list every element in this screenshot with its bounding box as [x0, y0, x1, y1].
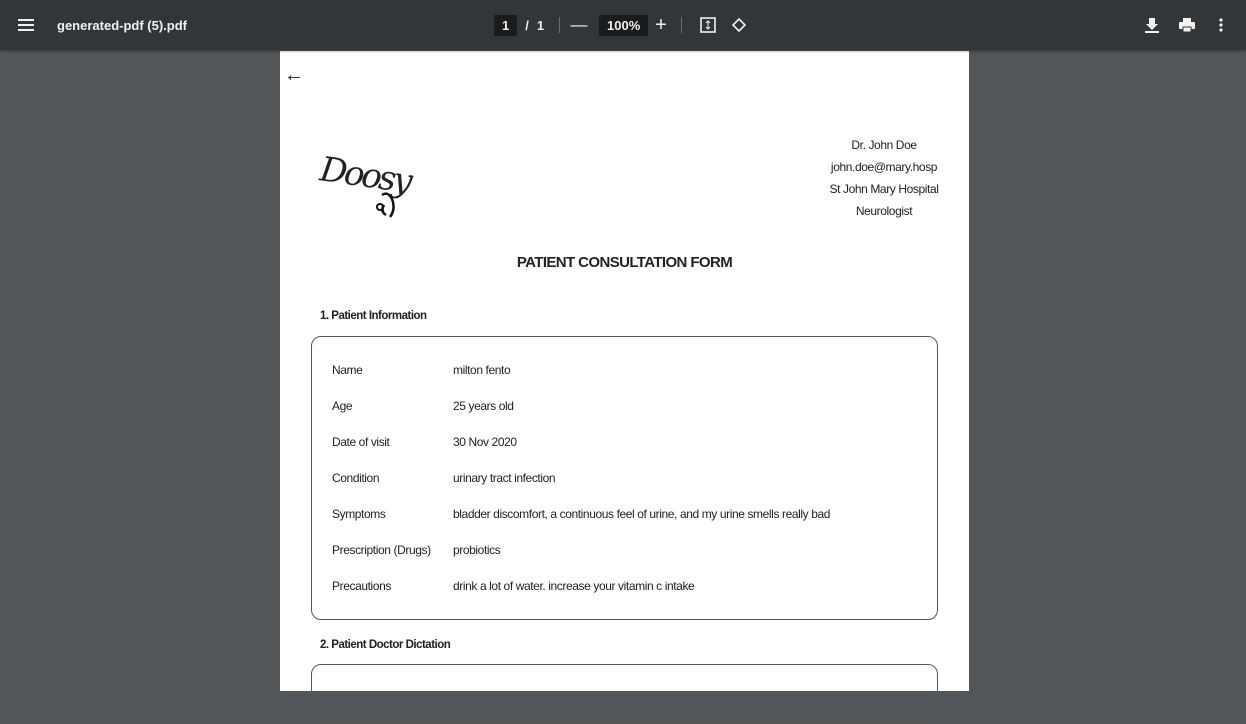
page-separator: / [525, 17, 529, 33]
divider [681, 17, 682, 33]
more-vert-icon[interactable] [1210, 14, 1232, 36]
info-row [332, 399, 514, 413]
file-name: generated-pdf (5).pdf [57, 17, 187, 33]
info-row [332, 471, 555, 485]
doctor-info [829, 134, 939, 222]
zoom-out-icon[interactable]: — [570, 15, 588, 34]
info-row [332, 579, 694, 593]
doosy-logo [317, 143, 413, 228]
info-label: Age [332, 399, 353, 413]
total-pages: 1 [536, 17, 545, 33]
info-label: Name [332, 363, 363, 377]
download-icon[interactable] [1141, 14, 1163, 36]
back-arrow-icon[interactable]: ← [284, 64, 304, 86]
rotate-icon[interactable] [728, 14, 750, 36]
info-row [332, 507, 830, 521]
form-title: PATIENT CONSULTATION FORM [516, 254, 733, 271]
info-label: Date of visit [332, 435, 390, 449]
section-heading: 2. Patient Doctor Dictation [320, 639, 451, 651]
info-value: milton fento [453, 363, 511, 377]
dictation-box [311, 664, 938, 724]
info-label: Condition [332, 471, 380, 485]
doctor-specialty: Neurologist [855, 204, 913, 218]
doctor-email: john.doe@mary.hosp [830, 160, 938, 174]
info-value: drink a lot of water. increase your vitamin c intake [453, 579, 695, 593]
section-heading: 1. Patient Information [320, 310, 427, 322]
doctor-name: Dr. John Doe [851, 138, 917, 152]
patient-info-box [311, 336, 938, 620]
pdf-toolbar [0, 0, 1246, 50]
fit-page-icon[interactable] [697, 14, 719, 36]
page-number-input[interactable]: 1 [494, 15, 517, 36]
info-label: Prescription (Drugs) [332, 543, 431, 557]
menu-icon [18, 18, 36, 32]
zoom-input[interactable]: 100% [599, 15, 648, 36]
divider [559, 17, 560, 33]
info-label: Symptoms [332, 507, 386, 521]
info-value: urinary tract infection [453, 471, 556, 485]
info-value: 30 Nov 2020 [453, 435, 517, 449]
pdf-page [280, 51, 969, 691]
info-label: Precautions [332, 579, 391, 593]
doctor-hospital: St John Mary Hospital [829, 182, 939, 196]
info-row [332, 435, 517, 449]
info-row [332, 543, 500, 557]
zoom-in-icon[interactable]: + [655, 13, 667, 36]
info-value: probiotics [453, 543, 501, 557]
info-row [332, 363, 510, 377]
svg-text:Doosy: Doosy [317, 149, 413, 202]
info-value: 25 years old [453, 399, 514, 413]
print-icon[interactable] [1176, 14, 1198, 36]
info-value: bladder discomfort, a continuous feel of urine, and my urine smells really bad [453, 507, 831, 521]
menu-button[interactable] [18, 0, 38, 50]
